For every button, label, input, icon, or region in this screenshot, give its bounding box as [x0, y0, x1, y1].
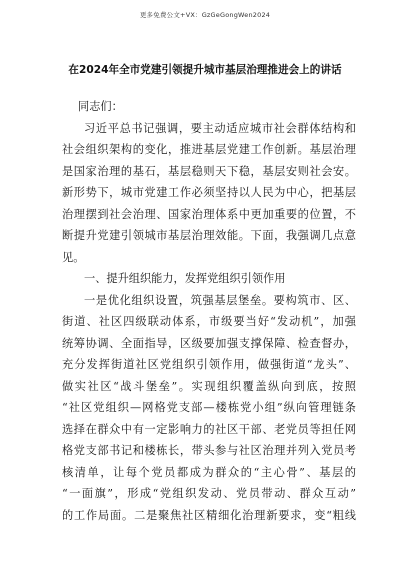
paragraph-line: 做实社区“战斗堡垒”。实现组织覆盖纵向到底，按照: [62, 379, 356, 393]
paragraph-line: 一是优化组织设置，筑强基层堡垒。要构筑市、区、: [84, 293, 356, 307]
document-body: [62, 96, 356, 526]
paragraph-line: 断提升党建引领城市基层治理效能。下面，我强调几点意: [62, 229, 356, 242]
paragraph-line: 社会组织架构的变化，推进基层党建工作创新。基层治理: [62, 143, 356, 156]
paragraph-line: “社区党组织—网格党支部—楼栋党小组”纵向管理链条: [62, 401, 356, 414]
paragraph-line: 治理摆到社会治理、国家治理体系中更加重要的位置，不: [62, 207, 356, 221]
paragraph-line: “一面旗”，形成“党组织发动、党员带动、群众互动”: [62, 487, 356, 500]
paragraph-line: 新形势下，城市党建工作必须坚持以人民为中心，把基层: [62, 186, 356, 199]
paragraph-line: 的工作局面。二是聚焦社区精细化治理新要求，变“粗线: [62, 508, 356, 522]
paragraph-line: 核清单，让每个党员都成为群众的“主心骨”、基层的: [62, 465, 356, 479]
paragraph-line: 格党支部书记和楼栋长，带头参与社区治理并列入党员考: [62, 444, 356, 457]
section-heading: 一、提升组织能力，发挥党组织引领作用: [84, 272, 286, 285]
paragraph-line: 充分发挥街道社区党组织引领作用，做强街道“龙头”、: [62, 358, 356, 371]
paragraph-line: 习近平总书记强调，要主动适应城市社会群体结构和: [84, 121, 356, 135]
paragraph-line: 选择在群众中有一定影响力的社区干部、老党员等担任网: [62, 422, 356, 436]
salutation: 同志们：: [78, 100, 123, 113]
paragraph-line: 街道、社区四级联动体系，市级要当好“发动机”，加强: [62, 315, 356, 328]
paragraph-line: 见。: [62, 250, 85, 264]
paragraph-line: 是国家治理的基石，基层稳则天下稳，基层安则社会安。: [62, 164, 356, 178]
paragraph-line: 统筹协调、全面指导，区级要加强支撑保障、检查督办，: [62, 336, 356, 350]
document-title: 在2024年全市党建引领提升城市基层治理推进会上的讲话: [68, 64, 342, 76]
header-note: 更多免费公文+VX：GzGeGongWen2024: [139, 11, 271, 19]
